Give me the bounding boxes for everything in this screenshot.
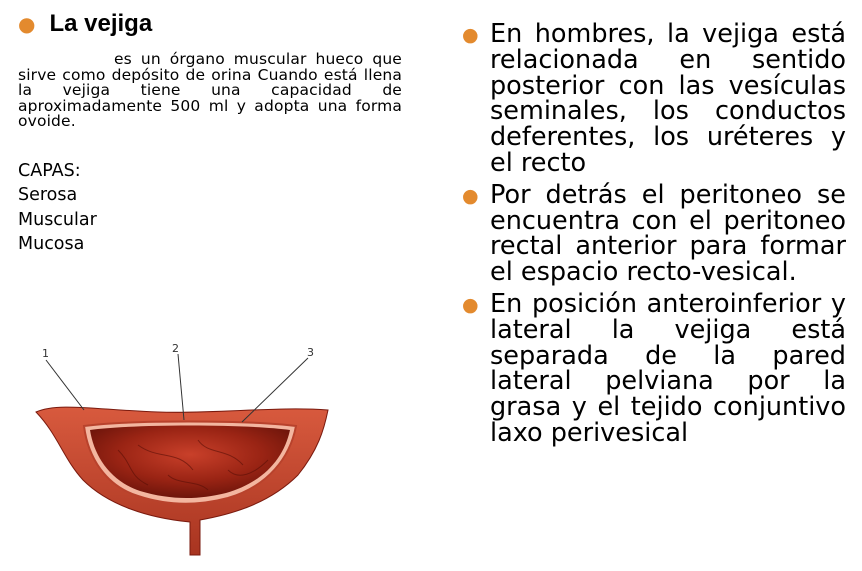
item-text: Por detrás el peritoneo se encuentra con el peritoneo rectal anterior para formar el espacio recto-vesical. <box>490 179 846 288</box>
bullet-icon: ● <box>18 12 36 36</box>
list-item <box>462 288 846 448</box>
figure-label-3: 3 <box>307 346 314 359</box>
bullet-icon: ● <box>462 293 479 316</box>
bullet-icon: ● <box>462 184 479 207</box>
bladder-drawing <box>28 340 348 560</box>
layers-heading: CAPAS: <box>18 160 81 181</box>
layer-serosa: Serosa <box>18 185 78 206</box>
right-column <box>462 19 846 453</box>
intro-paragraph: es un órgano muscular hueco que sirve como depósito de orina Cuando está llena la vejiga tiene una capacidad de aproximadamente 500 ml y adopta una forma ovoide. <box>18 50 402 131</box>
layer-mucosa: Mucosa <box>18 234 85 255</box>
title-row <box>18 8 402 40</box>
list-item <box>462 179 846 288</box>
item-text: En posición anteroinferior y lateral la vejiga está separada de la pared lateral pelviana por la grasa y el tejido conjuntivo laxo perivesical <box>490 288 846 448</box>
figure-label-2: 2 <box>172 342 179 355</box>
item-text: En hombres, la vejiga está relacionada en sentido posterior con las vesículas seminales, los conductos deferentes, los uréteres y el recto <box>490 19 846 178</box>
layer-muscular: Muscular <box>18 209 97 230</box>
slide-title: La vejiga <box>49 10 153 37</box>
left-column <box>18 8 402 257</box>
bullet-icon: ● <box>462 24 479 46</box>
layers-list <box>18 159 402 257</box>
list-item <box>462 19 846 178</box>
figure-label-1: 1 <box>42 347 49 360</box>
bladder-illustration <box>28 340 348 560</box>
